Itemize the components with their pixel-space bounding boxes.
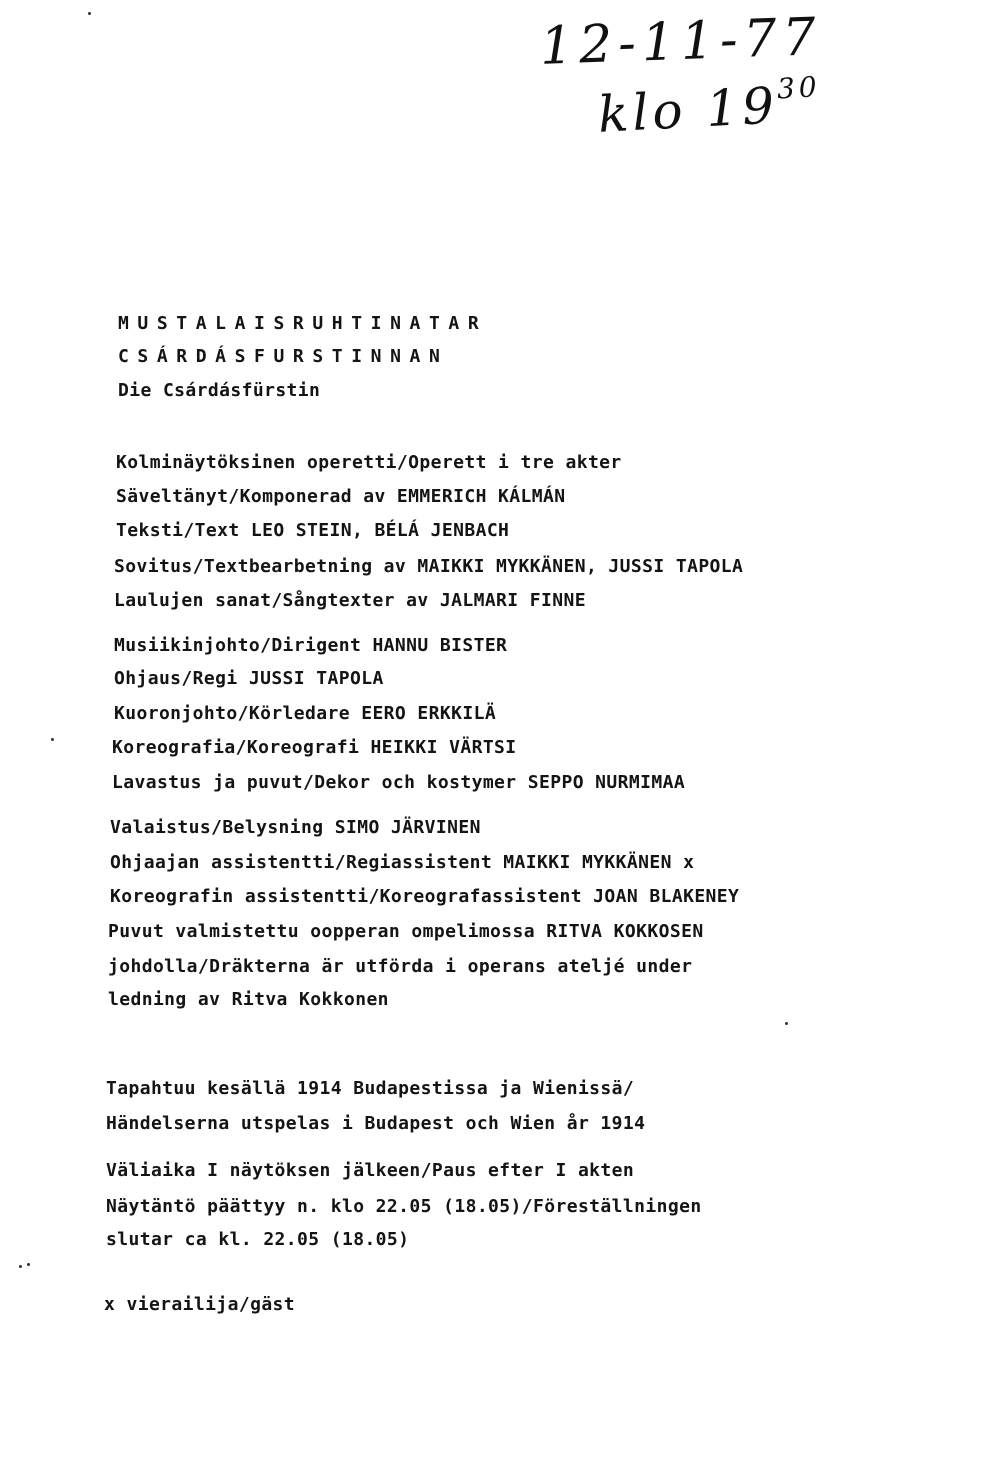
credit-line: Kuoronjohto/Körledare EERO ERKKILÄ — [114, 703, 497, 724]
scan-speck — [19, 1265, 22, 1268]
handwritten-time-minutes: 30 — [776, 70, 822, 106]
credit-line: Valaistus/Belysning SIMO JÄRVINEN — [110, 817, 481, 838]
info-line: Händelserna utspelas i Budapest och Wien år 1914 — [106, 1113, 646, 1134]
handwritten-time — [596, 70, 823, 144]
info-line: slutar ca kl. 22.05 (18.05) — [106, 1229, 410, 1250]
guest-footnote: x vierailija/gäst — [104, 1294, 296, 1315]
scan-speck — [88, 12, 91, 15]
credit-line: Lavastus ja puvut/Dekor och kostymer SEPPO NURMIMAA — [112, 772, 686, 793]
credit-line: Musiikinjohto/Dirigent HANNU BISTER — [114, 635, 508, 656]
scan-speck — [785, 1022, 788, 1025]
credit-line: Teksti/Text LEO STEIN, BÉLÁ JENBACH — [116, 520, 510, 541]
credit-line: Säveltänyt/Komponerad av EMMERICH KÁLMÁN — [116, 486, 566, 507]
title-swedish: CSÁRDÁSFURSTINNAN — [118, 346, 449, 367]
title-german: Die Csárdásfürstin — [118, 380, 321, 401]
credit-line: Kolminäytöksinen operetti/Operett i tre akter — [116, 452, 622, 473]
info-line: Tapahtuu kesällä 1914 Budapestissa ja Wienissä/ — [106, 1078, 635, 1099]
credit-line: johdolla/Dräkterna är utförda i operans ateljé under — [108, 956, 693, 977]
credit-line: Koreografin assistentti/Koreografassistent JOAN BLAKENEY — [110, 886, 740, 907]
credit-line: Ohjaus/Regi JUSSI TAPOLA — [114, 668, 384, 689]
credit-line: Laulujen sanat/Sångtexter av JALMARI FINNE — [114, 590, 586, 611]
credit-line: ledning av Ritva Kokkonen — [108, 989, 389, 1010]
info-line: Väliaika I näytöksen jälkeen/Paus efter I akten — [106, 1160, 635, 1181]
scan-speck — [27, 1263, 30, 1266]
credit-line: Puvut valmistettu oopperan ompelimossa RITVA KOKKOSEN — [108, 921, 704, 942]
handwritten-date: 12-11-77 — [539, 7, 823, 77]
scan-speck — [51, 738, 54, 741]
handwritten-time-hour: klo 19 — [596, 76, 780, 144]
credit-line: Koreografia/Koreografi HEIKKI VÄRTSI — [112, 737, 517, 758]
credit-line: Ohjaajan assistentti/Regiassistent MAIKKI MYKKÄNEN x — [110, 852, 695, 873]
credit-line: Sovitus/Textbearbetning av MAIKKI MYKKÄNEN, JUSSI TAPOLA — [114, 556, 744, 577]
info-line: Näytäntö päättyy n. klo 22.05 (18.05)/Föreställningen — [106, 1196, 702, 1217]
title-finnish: MUSTALAISRUHTINATAR — [118, 313, 488, 334]
